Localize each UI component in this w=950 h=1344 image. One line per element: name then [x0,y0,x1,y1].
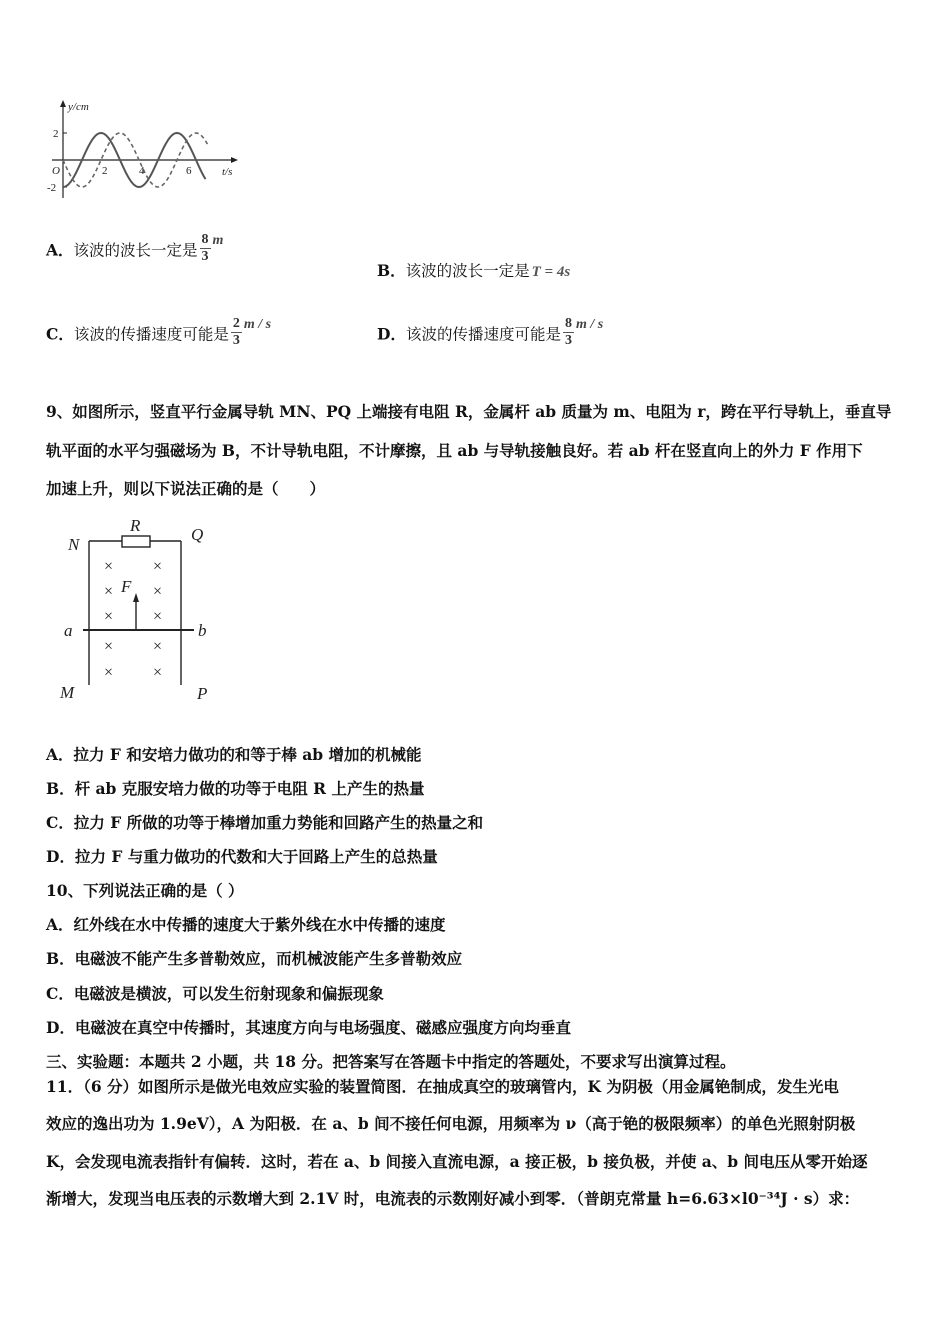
fraction [563,316,574,349]
q11-line-3: K，会发现电流表指针有偏转．这时，若在 a、b 间接入直流电源，a 接正极，b 接负极，并使 a、b 间电压从零开始逐 [46,1152,868,1171]
q11-line-1: 11．（6 分）如图所示是做光电效应实验的装置简图．在抽成真空的玻璃管内，K 为阴极（用金属铯制成，发生光电 [46,1077,839,1096]
field-cross: × [153,608,163,625]
fraction [231,316,242,349]
q8-option-a [46,232,224,265]
q10-option-d: D．电磁波在真空中传播时，其速度方向与电场强度、磁感应强度方向均垂直 [46,1018,571,1037]
label-a: a [64,621,73,640]
q9-option-a: A．拉力 F 和安培力做功的和等于棒 ab 增加的机械能 [46,745,422,764]
y-tick-2: 2 [53,128,59,140]
q8-option-b [377,261,570,282]
x-tick-2: 2 [102,165,108,177]
label-q: Q [191,525,204,544]
field-cross: × [104,608,114,625]
q8-option-d [377,316,604,349]
formula: T = 4s [531,264,571,280]
label-p: P [197,684,208,703]
q10-stem: 10、下列说法正确的是（ ） [46,881,244,900]
y-axis-label: y/cm [68,101,89,113]
q10-option-b: B．电磁波不能产生多普勒效应，而机械波能产生多普勒效应 [46,949,463,968]
option-text: 该波的波长一定是 [73,241,198,260]
field-cross: × [104,558,114,575]
wave-graph [44,98,244,203]
x-tick-4: 4 [139,165,145,177]
q9-option-c: C．拉力 F 所做的功等于棒增加重力势能和回路产生的热量之和 [46,813,484,832]
q9-option-d: D．拉力 F 与重力做功的代数和大于回路上产生的总热量 [46,847,438,866]
option-text: 该波的传播速度可能是 [73,325,229,344]
option-letter: D． [377,324,406,344]
field-cross: × [153,638,163,655]
fraction-denominator: 3 [201,249,209,264]
q9-stem-line-3: 加速上升，则以下说法正确的是（ ） [46,479,326,498]
rail-diagram [56,515,226,710]
section-3-heading: 三、实验题：本题共 2 小题，共 18 分。把答案写在答题卡中指定的答题处，不要求写出演算过程。 [46,1052,736,1071]
force-arrowhead [133,593,139,602]
label-f: F [121,577,132,596]
fraction-numerator: 8 [201,232,209,247]
x-axis-arrow [231,157,238,163]
label-m: M [60,683,75,702]
field-cross: × [104,583,114,600]
option-letter: A． [46,240,74,260]
q9-stem-line-1: 9、如图所示，竖直平行金属导轨 MN、PQ 上端接有电阻 R，金属杆 ab 质量为 m、电阻为 r，跨在平行导轨上，垂直导 [46,402,892,421]
resistor [122,536,150,547]
option-letter: C． [46,324,74,344]
fraction [200,232,211,265]
fraction-numerator: 8 [564,316,572,331]
q10-option-a: A．红外线在水中传播的速度大于紫外线在水中传播的速度 [46,915,446,934]
unit: m [212,232,224,248]
x-tick-6: 6 [186,165,192,177]
field-cross: × [153,583,163,600]
label-b: b [198,621,207,640]
fraction-numerator: 2 [232,316,240,331]
q9-option-b: B．杆 ab 克服安培力做的功等于电阻 R 上产生的热量 [46,779,425,798]
option-letter: B． [377,261,406,280]
origin-label: O [52,165,60,177]
unit: m / s [575,316,604,332]
label-r: R [130,516,141,535]
q10-option-c: C．电磁波是横波，可以发生衍射现象和偏振现象 [46,984,384,1003]
field-cross: × [104,638,114,655]
x-axis-label: t/s [222,166,233,178]
option-text: 该波的波长一定是 [405,262,530,280]
option-text: 该波的传播速度可能是 [405,325,561,344]
q11-line-4: 渐增大，发现当电压表的示数增大到 2.1V 时，电流表的示数刚好减小到零．（普朗克常量 h=6.63×l0⁻³⁴J · s）求： [46,1189,860,1208]
q8-option-c [46,316,272,349]
y-tick-neg2: -2 [47,182,57,194]
y-axis-arrow [60,100,66,107]
field-cross: × [104,664,114,681]
fraction-denominator: 3 [232,333,240,348]
unit: m / s [243,316,272,332]
fraction-denominator: 3 [564,333,572,348]
q11-line-2: 效应的逸出功为 1.9eV），A 为阳极．在 a、b 间不接任何电源，用频率为 ν（高于铯的极限频率）的单色光照射阴极 [46,1114,856,1133]
field-cross: × [153,558,163,575]
field-cross: × [153,664,163,681]
q9-stem-line-2: 轨平面的水平匀强磁场为 B，不计导轨电阻，不计摩擦，且 ab 与导轨接触良好。若 ab 杆在竖直向上的外力 F 作用下 [46,441,863,460]
label-n: N [68,535,80,554]
